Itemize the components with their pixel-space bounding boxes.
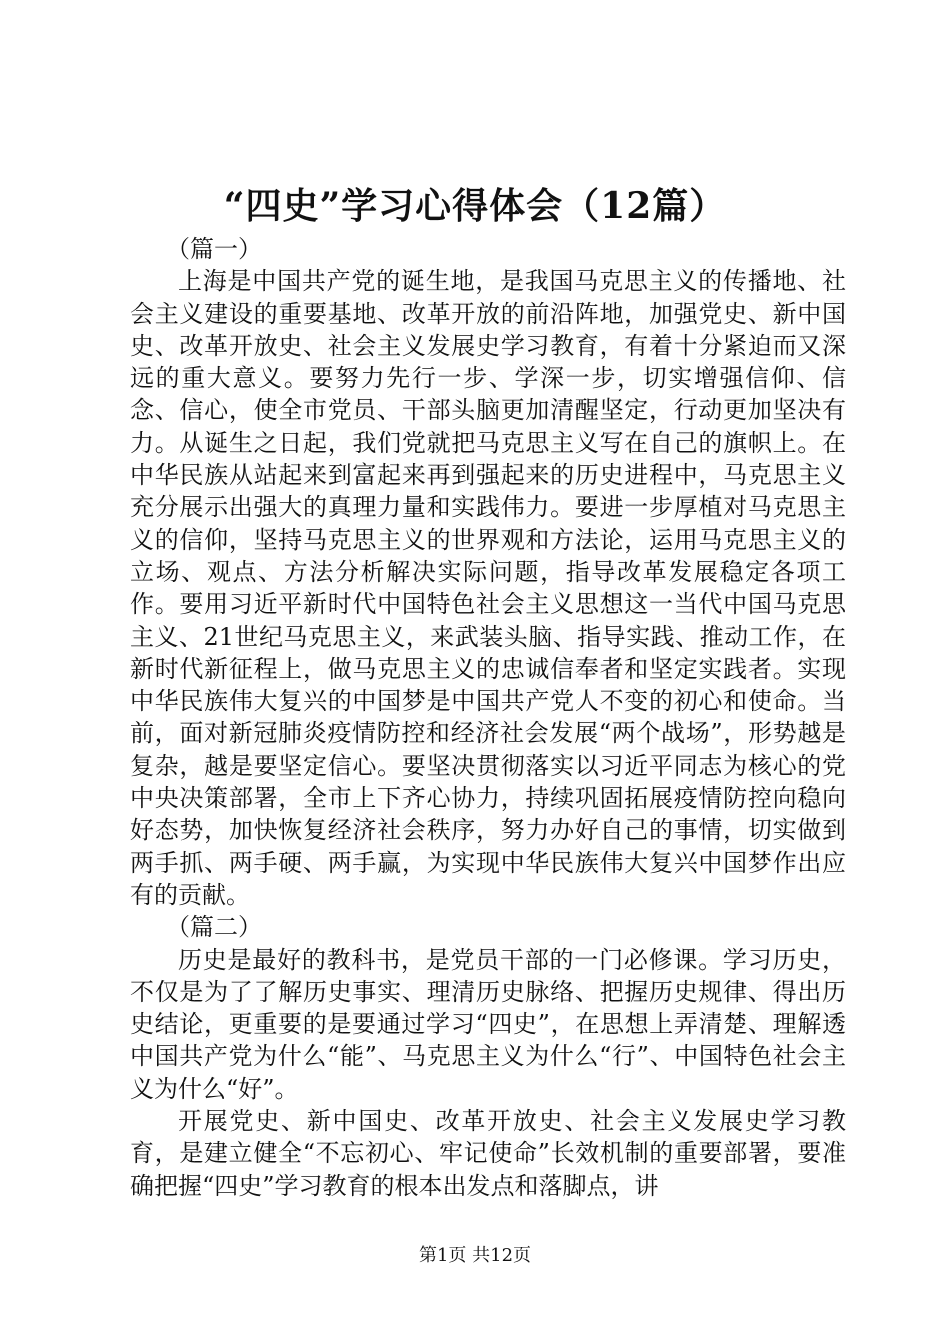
section-label-1: （篇一） xyxy=(166,235,262,263)
paragraph: 历史是最好的教科书，是党员干部的一门必修课。学习历史，不仅是为了了解历史事实、理清历史脉络、把握历史规律、得出历史结论，更重要的是要通过学习“四史”，在思想上弄清楚、理解透中国共产党为什么“能”、马克思主义为什么“行”、中国特色社会主义为什么“好”。 xyxy=(130,945,846,1103)
paragraph: 开展党史、新中国史、改革开放史、社会主义发展史学习教育，是建立健全“不忘初心、牢记使命”长效机制的重要部署，要准确把握“四史”学习教育的根本出发点和落脚点，讲 xyxy=(130,1107,846,1200)
document-title: “四史”学习心得体会（12篇） xyxy=(223,185,727,227)
paragraph: 上海是中国共产党的诞生地，是我国马克思主义的传播地、社会主义建设的重要基地、改革开放的前沿阵地，加强党史、新中国史、改革开放史、社会主义发展史学习教育，有着十分紧迫而又深远的重大意义。要努力先行一步、学深一步，切实增强信仰、信念、信心，使全市党员、干部头脑更加清醒坚定，行动更加坚决有力。从诞生之日起，我们党就把马克思主义写在自己的旗帜上。在中华民族从站起来到富起来再到强起来的历史进程中，马克思主义充分展示出强大的真理力量和实践伟力。要进一步厚植对马克思主义的信仰，坚持马克思主义的世界观和方法论，运用马克思主义的立场、观点、方法分析解决实际问题，指导改革发展稳定各项工作。要用习近平新时代中国特色社会主义思想这一当代中国马克思主义、21世纪马克思主义，来武装头脑、指导实践、推动工作，在新时代新征程上，做马克思主义的忠诚信奉者和坚定实践者。实现中华民族伟大复兴的中国梦是中国共产党人不变的初心和使命。当前，面对新冠肺炎疫情防控和经济社会发展“两个战场”，形势越是复杂，越是要坚定信心。要坚决贯彻落实以习近平同志为核心的党中央决策部署，全市上下齐心协力，持续巩固拓展疫情防控向稳向好态势，加快恢复经济社会秩序，努力办好自己的事情，切实做到两手抓、两手硬、两手赢，为实现中华民族伟大复兴中国梦作出应有的贡献。 xyxy=(130,267,846,909)
page-footer: 第1页 共12页 xyxy=(418,1245,532,1266)
section-label-2: （篇二） xyxy=(166,913,262,942)
document-body xyxy=(130,233,846,1202)
